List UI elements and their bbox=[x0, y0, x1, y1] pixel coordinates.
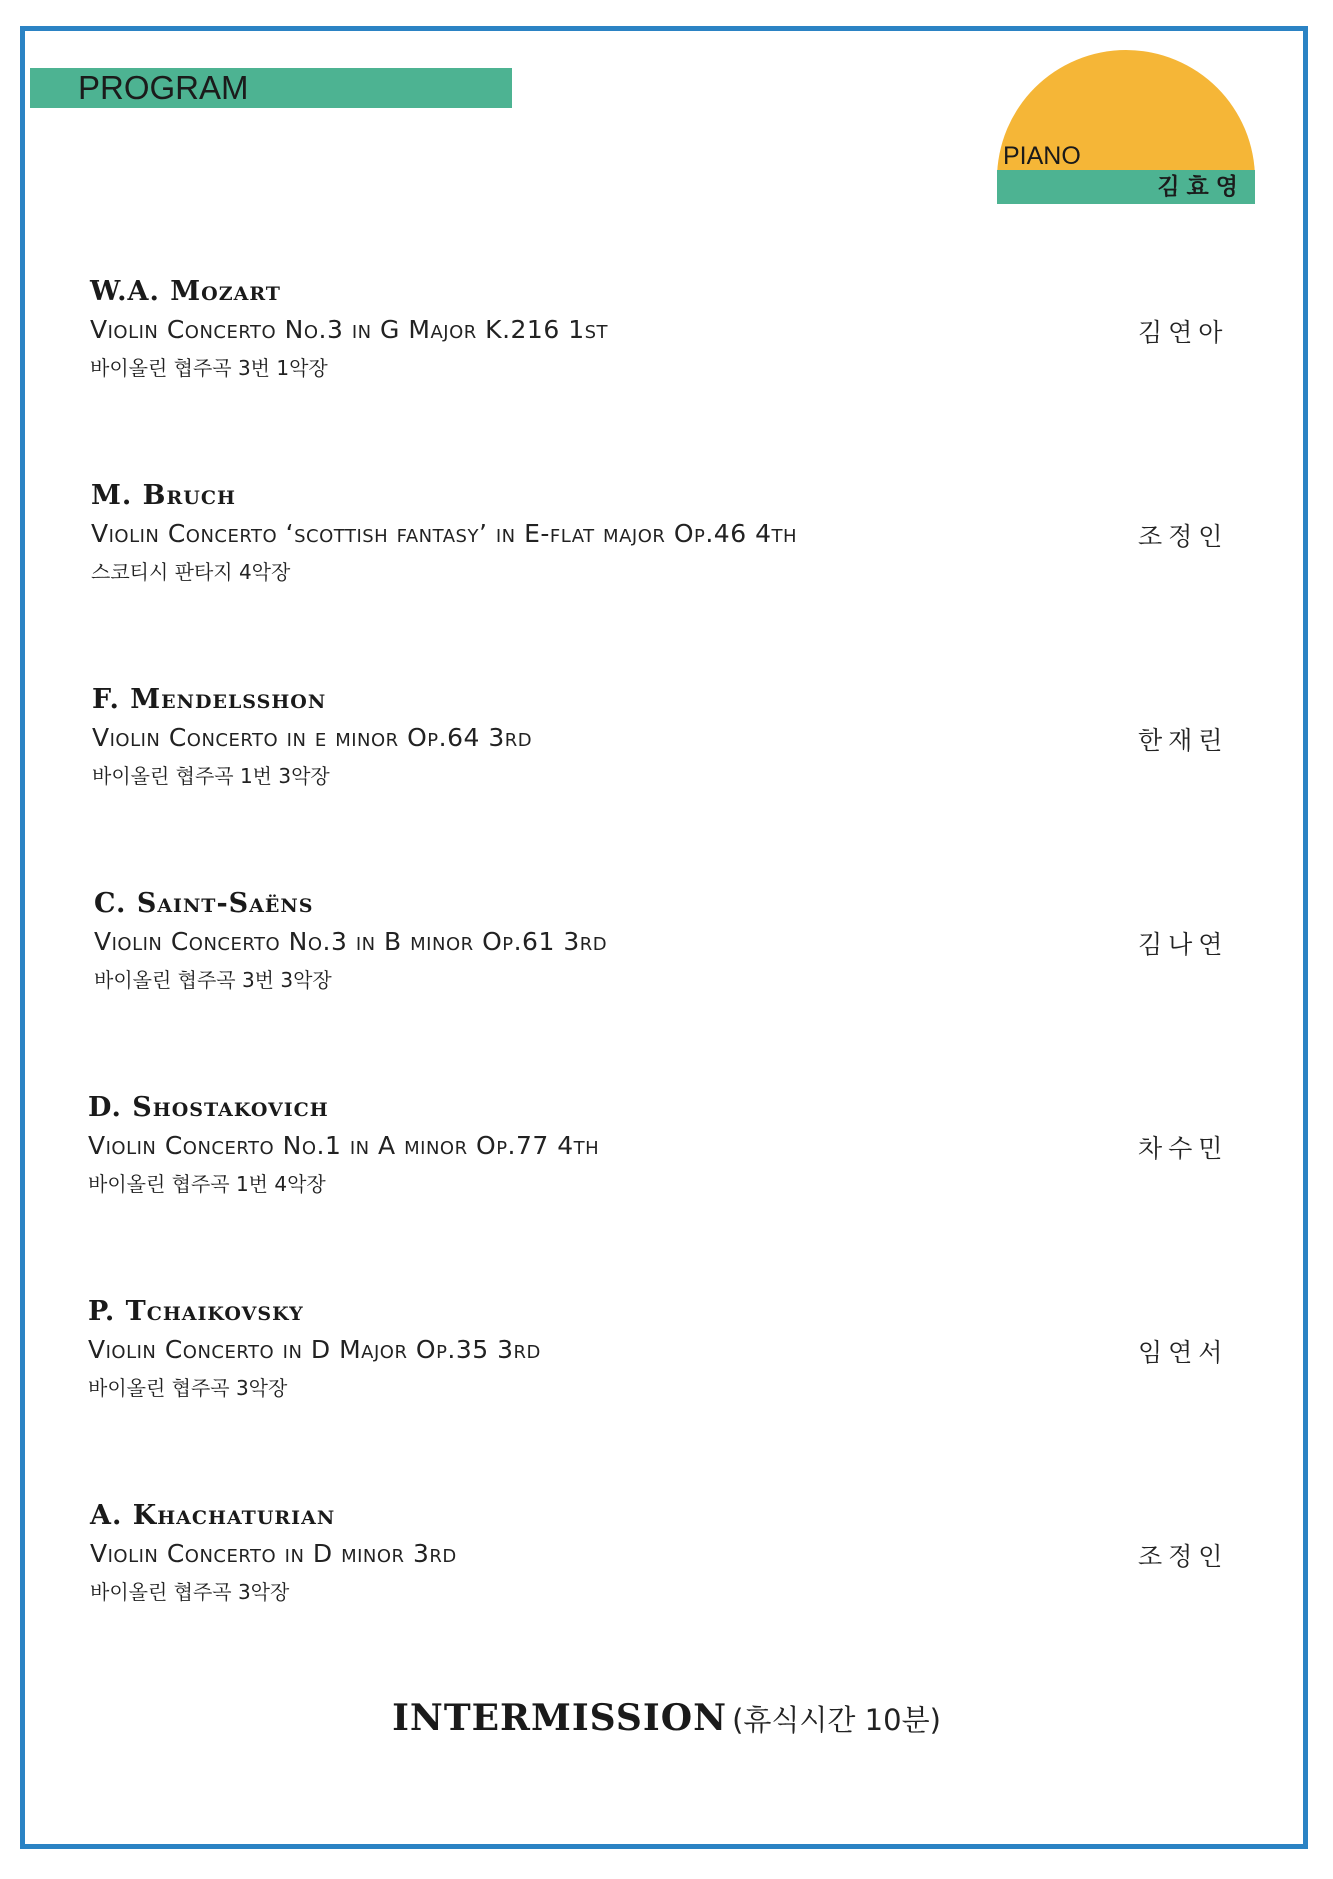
program-item-3 bbox=[0, 684, 1333, 824]
composer-name: W.A. Mozart bbox=[90, 276, 281, 307]
intermission bbox=[0, 1697, 1333, 1739]
composer-name: M. Bruch bbox=[91, 480, 236, 511]
work-title-korean: 바이올린 협주곡 1번 4악장 bbox=[88, 1172, 326, 1196]
intermission-label: INTERMISSION bbox=[392, 1697, 727, 1739]
work-title: Violin Concerto in D minor 3rd bbox=[90, 1539, 457, 1568]
performer-name: 조정인 bbox=[1138, 1542, 1229, 1571]
composer-name: F. Mendelsshon bbox=[92, 684, 327, 715]
composer-name: A. Khachaturian bbox=[90, 1500, 336, 1531]
program-item-2 bbox=[0, 480, 1333, 620]
performer-name: 한재린 bbox=[1138, 726, 1229, 755]
program-title: PROGRAM bbox=[78, 69, 249, 106]
composer-name: C. Saint-Saëns bbox=[94, 888, 314, 919]
work-title: Violin Concerto in e minor Op.64 3rd bbox=[92, 723, 533, 752]
badge-label: PIANO bbox=[1003, 142, 1081, 170]
program-item-5 bbox=[0, 1092, 1333, 1232]
work-title-korean: 바이올린 협주곡 3번 3악장 bbox=[94, 968, 332, 992]
program-item-4 bbox=[0, 888, 1333, 1028]
work-title-korean: 바이올린 협주곡 1번 3악장 bbox=[92, 764, 330, 788]
work-title-korean: 바이올린 협주곡 3번 1악장 bbox=[90, 356, 328, 380]
performer-name: 조정인 bbox=[1138, 522, 1229, 551]
program-item-1 bbox=[0, 276, 1333, 416]
program-item-6 bbox=[0, 1296, 1333, 1436]
program-header-bar bbox=[30, 68, 512, 108]
performer-name: 김나연 bbox=[1138, 930, 1229, 959]
work-title: Violin Concerto in D Major Op.35 3rd bbox=[88, 1335, 541, 1364]
work-title-korean: 바이올린 협주곡 3악장 bbox=[90, 1580, 290, 1604]
composer-name: P. Tchaikovsky bbox=[88, 1296, 304, 1327]
pianist-name: 김효영 bbox=[1157, 174, 1245, 200]
composer-name: D. Shostakovich bbox=[88, 1092, 329, 1123]
work-title-korean: 스코티시 판타지 4악장 bbox=[91, 560, 291, 584]
performer-name: 차수민 bbox=[1138, 1134, 1229, 1163]
performer-name: 김연아 bbox=[1138, 318, 1229, 347]
performer-name: 임연서 bbox=[1138, 1338, 1229, 1367]
program-item-7 bbox=[0, 1500, 1333, 1640]
work-title: Violin Concerto No.1 in A minor Op.77 4th bbox=[88, 1131, 600, 1160]
intermission-note: (휴식시간 10분) bbox=[732, 1703, 941, 1737]
work-title: Violin Concerto No.3 in G Major K.216 1st bbox=[90, 315, 609, 344]
work-title: Violin Concerto No.3 in B minor Op.61 3rd bbox=[94, 927, 608, 956]
piano-badge bbox=[997, 50, 1255, 204]
pianist-bar bbox=[997, 170, 1255, 204]
work-title: Violin Concerto ‘scottish fantasy’ in E-flat major Op.46 4th bbox=[91, 519, 798, 548]
work-title-korean: 바이올린 협주곡 3악장 bbox=[88, 1376, 288, 1400]
